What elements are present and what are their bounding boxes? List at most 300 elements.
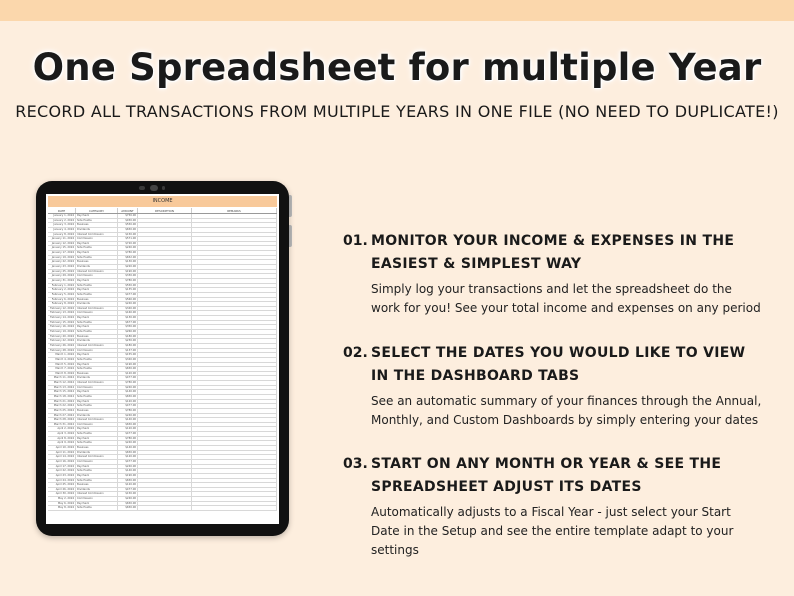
cell-category[interactable]: Business	[76, 372, 118, 376]
cell-category[interactable]: Paycheck	[76, 214, 118, 218]
cell-description[interactable]	[138, 214, 192, 218]
cell-date[interactable]: March 25, 2024	[48, 409, 76, 413]
cell-description[interactable]	[138, 242, 192, 246]
cell-category[interactable]: Dividends	[76, 339, 118, 343]
cell-amount[interactable]: $650.00	[118, 228, 138, 232]
cell-category[interactable]: Interest Commission	[76, 492, 118, 496]
cell-description[interactable]	[138, 223, 192, 227]
cell-remarks[interactable]	[192, 288, 277, 292]
cell-amount[interactable]: $477.00	[118, 460, 138, 464]
cell-amount[interactable]: $350.00	[118, 325, 138, 329]
cell-remarks[interactable]	[192, 353, 277, 357]
cell-category[interactable]: Paycheck	[76, 242, 118, 246]
cell-category[interactable]: Dividends	[76, 302, 118, 306]
cell-category[interactable]: Dividends	[76, 376, 118, 380]
cell-category[interactable]: Side Hustle	[76, 284, 118, 288]
column-header-remarks[interactable]: REMARKS	[192, 208, 277, 213]
cell-amount[interactable]: $120.00	[118, 483, 138, 487]
cell-amount[interactable]: $180.00	[118, 335, 138, 339]
cell-category[interactable]: Side Hustle	[76, 404, 118, 408]
cell-remarks[interactable]	[192, 451, 277, 455]
cell-date[interactable]: March 11, 2024	[48, 376, 76, 380]
cell-date[interactable]: February 20, 2024	[48, 335, 76, 339]
cell-amount[interactable]: $180.00	[118, 344, 138, 348]
cell-remarks[interactable]	[192, 390, 277, 394]
cell-amount[interactable]: $130.00	[118, 316, 138, 320]
cell-amount[interactable]: $140.00	[118, 418, 138, 422]
cell-amount[interactable]: $135.00	[118, 288, 138, 292]
cell-category[interactable]: Dividends	[76, 265, 118, 269]
cell-remarks[interactable]	[192, 265, 277, 269]
cell-date[interactable]: April 17, 2024	[48, 465, 76, 469]
cell-category[interactable]: Interest Commission	[76, 381, 118, 385]
cell-date[interactable]: January 12, 2024	[48, 242, 76, 246]
cell-date[interactable]: March 31, 2024	[48, 423, 76, 427]
cell-remarks[interactable]	[192, 423, 277, 427]
cell-amount[interactable]: $720.00	[118, 242, 138, 246]
cell-description[interactable]	[138, 270, 192, 274]
cell-description[interactable]	[138, 219, 192, 223]
cell-description[interactable]	[138, 279, 192, 283]
cell-remarks[interactable]	[192, 492, 277, 496]
cell-category[interactable]: Side Hustle	[76, 358, 118, 362]
cell-description[interactable]	[138, 288, 192, 292]
cell-description[interactable]	[138, 423, 192, 427]
cell-description[interactable]	[138, 302, 192, 306]
cell-date[interactable]: March 1, 2024	[48, 353, 76, 357]
cell-category[interactable]: Business	[76, 483, 118, 487]
cell-description[interactable]	[138, 376, 192, 380]
cell-remarks[interactable]	[192, 418, 277, 422]
cell-amount[interactable]: $550.00	[118, 284, 138, 288]
cell-category[interactable]: Commission	[76, 349, 118, 353]
cell-category[interactable]: Paycheck	[76, 363, 118, 367]
cell-amount[interactable]: $220.00	[118, 265, 138, 269]
cell-description[interactable]	[138, 339, 192, 343]
cell-description[interactable]	[138, 479, 192, 483]
cell-date[interactable]: February 16, 2024	[48, 325, 76, 329]
cell-date[interactable]: March 8, 2024	[48, 372, 76, 376]
cell-category[interactable]: Side Hustle	[76, 256, 118, 260]
cell-remarks[interactable]	[192, 404, 277, 408]
cell-description[interactable]	[138, 390, 192, 394]
cell-date[interactable]: February 2, 2024	[48, 288, 76, 292]
cell-amount[interactable]: $230.00	[118, 339, 138, 343]
cell-category[interactable]: Commission	[76, 311, 118, 315]
cell-amount[interactable]: $477.00	[118, 432, 138, 436]
cell-description[interactable]	[138, 284, 192, 288]
cell-category[interactable]: Commission	[76, 423, 118, 427]
cell-date[interactable]: February 5, 2024	[48, 293, 76, 297]
cell-date[interactable]: March 13, 2024	[48, 386, 76, 390]
cell-remarks[interactable]	[192, 497, 277, 501]
cell-amount[interactable]: $160.00	[118, 311, 138, 315]
cell-remarks[interactable]	[192, 372, 277, 376]
cell-date[interactable]: April 3, 2024	[48, 432, 76, 436]
cell-amount[interactable]: $137.00	[118, 349, 138, 353]
cell-category[interactable]: Business	[76, 446, 118, 450]
cell-description[interactable]	[138, 237, 192, 241]
cell-description[interactable]	[138, 437, 192, 441]
cell-date[interactable]: February 14, 2024	[48, 316, 76, 320]
cell-amount[interactable]: $650.00	[118, 423, 138, 427]
cell-category[interactable]: Interest Commission	[76, 418, 118, 422]
cell-remarks[interactable]	[192, 395, 277, 399]
cell-amount[interactable]: $140.00	[118, 446, 138, 450]
cell-date[interactable]: January 2, 2024	[48, 219, 76, 223]
cell-date[interactable]: May 6, 2024	[48, 502, 76, 506]
cell-description[interactable]	[138, 502, 192, 506]
cell-description[interactable]	[138, 321, 192, 325]
cell-description[interactable]	[138, 451, 192, 455]
cell-date[interactable]: February 13, 2024	[48, 311, 76, 315]
cell-category[interactable]: Interest Commission	[76, 233, 118, 237]
cell-remarks[interactable]	[192, 330, 277, 334]
cell-category[interactable]: Paycheck	[76, 474, 118, 478]
cell-remarks[interactable]	[192, 223, 277, 227]
cell-description[interactable]	[138, 251, 192, 255]
cell-category[interactable]: Commission	[76, 274, 118, 278]
cell-remarks[interactable]	[192, 474, 277, 478]
cell-category[interactable]: Paycheck	[76, 465, 118, 469]
cell-remarks[interactable]	[192, 427, 277, 431]
cell-date[interactable]: April 8, 2024	[48, 437, 76, 441]
cell-remarks[interactable]	[192, 214, 277, 218]
cell-amount[interactable]: $240.00	[118, 246, 138, 250]
cell-description[interactable]	[138, 363, 192, 367]
cell-remarks[interactable]	[192, 321, 277, 325]
cell-description[interactable]	[138, 372, 192, 376]
table-row[interactable]	[48, 506, 277, 511]
cell-remarks[interactable]	[192, 311, 277, 315]
cell-remarks[interactable]	[192, 400, 277, 404]
cell-category[interactable]: Commission	[76, 237, 118, 241]
cell-description[interactable]	[138, 325, 192, 329]
cell-remarks[interactable]	[192, 441, 277, 445]
cell-description[interactable]	[138, 446, 192, 450]
cell-date[interactable]: April 14, 2024	[48, 455, 76, 459]
cell-date[interactable]: April 30, 2024	[48, 492, 76, 496]
cell-description[interactable]	[138, 488, 192, 492]
cell-remarks[interactable]	[192, 349, 277, 353]
cell-description[interactable]	[138, 335, 192, 339]
cell-date[interactable]: March 28, 2024	[48, 418, 76, 422]
cell-amount[interactable]: $240.00	[118, 465, 138, 469]
cell-remarks[interactable]	[192, 414, 277, 418]
cell-date[interactable]: March 5, 2024	[48, 363, 76, 367]
cell-description[interactable]	[138, 460, 192, 464]
cell-amount[interactable]: $155.00	[118, 353, 138, 357]
cell-remarks[interactable]	[192, 228, 277, 232]
cell-remarks[interactable]	[192, 469, 277, 473]
cell-amount[interactable]: $677.00	[118, 321, 138, 325]
cell-description[interactable]	[138, 233, 192, 237]
cell-description[interactable]	[138, 386, 192, 390]
cell-category[interactable]: Side Hustle	[76, 219, 118, 223]
cell-category[interactable]: Side Hustle	[76, 395, 118, 399]
cell-remarks[interactable]	[192, 325, 277, 329]
cell-amount[interactable]: $190.00	[118, 270, 138, 274]
cell-date[interactable]: January 4, 2024	[48, 228, 76, 232]
cell-remarks[interactable]	[192, 274, 277, 278]
cell-category[interactable]: Interest Commission	[76, 270, 118, 274]
cell-amount[interactable]: $240.00	[118, 414, 138, 418]
cell-date[interactable]: January 8, 2024	[48, 233, 76, 237]
cell-date[interactable]: April 16, 2024	[48, 460, 76, 464]
cell-amount[interactable]: $477.00	[118, 404, 138, 408]
cell-category[interactable]: Paycheck	[76, 427, 118, 431]
cell-remarks[interactable]	[192, 363, 277, 367]
cell-category[interactable]: Business	[76, 223, 118, 227]
cell-description[interactable]	[138, 381, 192, 385]
cell-remarks[interactable]	[192, 386, 277, 390]
cell-remarks[interactable]	[192, 256, 277, 260]
cell-description[interactable]	[138, 353, 192, 357]
cell-category[interactable]: Side Hustle	[76, 330, 118, 334]
cell-remarks[interactable]	[192, 381, 277, 385]
cell-remarks[interactable]	[192, 455, 277, 459]
column-header-category[interactable]: CATEGORY	[76, 208, 118, 213]
cell-amount[interactable]: $477.00	[118, 293, 138, 297]
cell-category[interactable]: Interest Commission	[76, 455, 118, 459]
cell-category[interactable]: Side Hustle	[76, 293, 118, 297]
cell-date[interactable]: March 18, 2024	[48, 395, 76, 399]
cell-remarks[interactable]	[192, 279, 277, 283]
cell-amount[interactable]: $650.00	[118, 502, 138, 506]
cell-description[interactable]	[138, 469, 192, 473]
cell-date[interactable]: January 23, 2024	[48, 265, 76, 269]
cell-remarks[interactable]	[192, 437, 277, 441]
cell-description[interactable]	[138, 311, 192, 315]
cell-date[interactable]: March 12, 2024	[48, 381, 76, 385]
cell-date[interactable]: April 26, 2024	[48, 488, 76, 492]
cell-date[interactable]: March 4, 2024	[48, 358, 76, 362]
cell-description[interactable]	[138, 418, 192, 422]
cell-amount[interactable]: $652.00	[118, 256, 138, 260]
cell-description[interactable]	[138, 395, 192, 399]
cell-date[interactable]: February 12, 2024	[48, 307, 76, 311]
cell-date[interactable]: April 10, 2024	[48, 446, 76, 450]
cell-date[interactable]: March 7, 2024	[48, 367, 76, 371]
cell-date[interactable]: April 25, 2024	[48, 483, 76, 487]
cell-category[interactable]: Dividends	[76, 414, 118, 418]
cell-amount[interactable]: $240.00	[118, 497, 138, 501]
cell-amount[interactable]: $120.00	[118, 372, 138, 376]
cell-remarks[interactable]	[192, 409, 277, 413]
cell-remarks[interactable]	[192, 358, 277, 362]
cell-category[interactable]: Commission	[76, 497, 118, 501]
cell-date[interactable]: April 2, 2024	[48, 427, 76, 431]
cell-category[interactable]: Paycheck	[76, 353, 118, 357]
cell-date[interactable]: March 27, 2024	[48, 414, 76, 418]
cell-description[interactable]	[138, 344, 192, 348]
cell-category[interactable]: Interest Commission	[76, 344, 118, 348]
cell-description[interactable]	[138, 293, 192, 297]
cell-date[interactable]: February 22, 2024	[48, 339, 76, 343]
cell-category[interactable]: Paycheck	[76, 316, 118, 320]
cell-date[interactable]: January 29, 2024	[48, 274, 76, 278]
cell-date[interactable]: February 8, 2024	[48, 302, 76, 306]
cell-amount[interactable]: $780.00	[118, 381, 138, 385]
cell-description[interactable]	[138, 427, 192, 431]
cell-category[interactable]: Paycheck	[76, 502, 118, 506]
cell-date[interactable]: April 23, 2024	[48, 474, 76, 478]
cell-amount[interactable]: $140.00	[118, 390, 138, 394]
cell-description[interactable]	[138, 492, 192, 496]
cell-amount[interactable]: $450.00	[118, 219, 138, 223]
cell-description[interactable]	[138, 367, 192, 371]
cell-description[interactable]	[138, 441, 192, 445]
cell-date[interactable]: January 1, 2024	[48, 214, 76, 218]
cell-remarks[interactable]	[192, 506, 277, 510]
cell-category[interactable]: Interest Commission	[76, 307, 118, 311]
cell-amount[interactable]: $477.00	[118, 376, 138, 380]
cell-date[interactable]: February 26, 2024	[48, 344, 76, 348]
cell-remarks[interactable]	[192, 483, 277, 487]
cell-category[interactable]: Dividends	[76, 228, 118, 232]
cell-category[interactable]: Business	[76, 298, 118, 302]
cell-category[interactable]: Side Hustle	[76, 441, 118, 445]
cell-date[interactable]: January 15, 2024	[48, 246, 76, 250]
cell-description[interactable]	[138, 474, 192, 478]
cell-remarks[interactable]	[192, 237, 277, 241]
cell-category[interactable]: Dividends	[76, 488, 118, 492]
cell-date[interactable]: March 21, 2024	[48, 400, 76, 404]
cell-description[interactable]	[138, 455, 192, 459]
cell-description[interactable]	[138, 358, 192, 362]
cell-category[interactable]: Side Hustle	[76, 432, 118, 436]
cell-description[interactable]	[138, 228, 192, 232]
cell-date[interactable]: May 8, 2024	[48, 506, 76, 510]
cell-amount[interactable]: $150.00	[118, 233, 138, 237]
cell-description[interactable]	[138, 483, 192, 487]
cell-remarks[interactable]	[192, 307, 277, 311]
cell-date[interactable]: January 3, 2024	[48, 223, 76, 227]
cell-amount[interactable]: $120.00	[118, 400, 138, 404]
cell-remarks[interactable]	[192, 344, 277, 348]
cell-amount[interactable]: $780.00	[118, 437, 138, 441]
cell-amount[interactable]: $340.00	[118, 307, 138, 311]
column-header-date[interactable]: DATE	[48, 208, 76, 213]
cell-description[interactable]	[138, 298, 192, 302]
cell-amount[interactable]: $650.00	[118, 367, 138, 371]
cell-description[interactable]	[138, 330, 192, 334]
cell-category[interactable]: Business	[76, 409, 118, 413]
cell-category[interactable]: Paycheck	[76, 288, 118, 292]
cell-date[interactable]: January 25, 2024	[48, 270, 76, 274]
cell-amount[interactable]: $150.00	[118, 492, 138, 496]
cell-amount[interactable]: $190.00	[118, 363, 138, 367]
cell-description[interactable]	[138, 316, 192, 320]
cell-category[interactable]: Side Hustle	[76, 479, 118, 483]
cell-remarks[interactable]	[192, 339, 277, 343]
cell-description[interactable]	[138, 497, 192, 501]
cell-remarks[interactable]	[192, 479, 277, 483]
cell-date[interactable]: May 2, 2024	[48, 497, 76, 501]
cell-description[interactable]	[138, 414, 192, 418]
column-header-description[interactable]: DESCRIPTION	[138, 208, 192, 213]
cell-remarks[interactable]	[192, 432, 277, 436]
cell-description[interactable]	[138, 465, 192, 469]
cell-remarks[interactable]	[192, 219, 277, 223]
cell-remarks[interactable]	[192, 246, 277, 250]
cell-remarks[interactable]	[192, 376, 277, 380]
cell-amount[interactable]: $260.00	[118, 330, 138, 334]
cell-amount[interactable]: $571.00	[118, 237, 138, 241]
cell-category[interactable]: Commission	[76, 460, 118, 464]
cell-description[interactable]	[138, 274, 192, 278]
cell-remarks[interactable]	[192, 302, 277, 306]
cell-date[interactable]: April 9, 2024	[48, 441, 76, 445]
cell-category[interactable]: Dividends	[76, 451, 118, 455]
cell-amount[interactable]: $120.00	[118, 427, 138, 431]
cell-amount[interactable]: $780.00	[118, 251, 138, 255]
cell-remarks[interactable]	[192, 293, 277, 297]
cell-remarks[interactable]	[192, 446, 277, 450]
cell-category[interactable]: Paycheck	[76, 400, 118, 404]
cell-date[interactable]: January 19, 2024	[48, 256, 76, 260]
cell-description[interactable]	[138, 506, 192, 510]
cell-date[interactable]: February 19, 2024	[48, 330, 76, 334]
cell-remarks[interactable]	[192, 502, 277, 506]
cell-remarks[interactable]	[192, 233, 277, 237]
cell-category[interactable]: Side Hustle	[76, 246, 118, 250]
cell-category[interactable]: Paycheck	[76, 390, 118, 394]
cell-date[interactable]: February 15, 2024	[48, 321, 76, 325]
cell-remarks[interactable]	[192, 335, 277, 339]
cell-remarks[interactable]	[192, 465, 277, 469]
cell-remarks[interactable]	[192, 242, 277, 246]
cell-amount[interactable]: $190.00	[118, 474, 138, 478]
column-header-amount[interactable]: AMOUNT	[118, 208, 138, 213]
cell-remarks[interactable]	[192, 298, 277, 302]
cell-category[interactable]: Commission	[76, 386, 118, 390]
cell-date[interactable]: January 22, 2024	[48, 260, 76, 264]
cell-amount[interactable]: $340.00	[118, 358, 138, 362]
cell-remarks[interactable]	[192, 488, 277, 492]
cell-description[interactable]	[138, 307, 192, 311]
cell-remarks[interactable]	[192, 270, 277, 274]
cell-date[interactable]: January 11, 2024	[48, 237, 76, 241]
cell-date[interactable]: April 22, 2024	[48, 469, 76, 473]
cell-remarks[interactable]	[192, 316, 277, 320]
cell-category[interactable]: Side Hustle	[76, 321, 118, 325]
cell-date[interactable]: April 24, 2024	[48, 479, 76, 483]
cell-remarks[interactable]	[192, 260, 277, 264]
cell-amount[interactable]: $650.00	[118, 506, 138, 510]
cell-amount[interactable]: $650.00	[118, 479, 138, 483]
cell-remarks[interactable]	[192, 251, 277, 255]
cell-category[interactable]: Paycheck	[76, 279, 118, 283]
cell-amount[interactable]: $780.00	[118, 279, 138, 283]
cell-description[interactable]	[138, 246, 192, 250]
cell-description[interactable]	[138, 404, 192, 408]
cell-description[interactable]	[138, 256, 192, 260]
cell-description[interactable]	[138, 265, 192, 269]
cell-category[interactable]: Paycheck	[76, 325, 118, 329]
cell-category[interactable]: Side Hustle	[76, 506, 118, 510]
cell-date[interactable]: February 1, 2024	[48, 284, 76, 288]
cell-amount[interactable]: $650.00	[118, 451, 138, 455]
cell-date[interactable]: January 31, 2024	[48, 279, 76, 283]
cell-category[interactable]: Business	[76, 335, 118, 339]
cell-remarks[interactable]	[192, 367, 277, 371]
cell-description[interactable]	[138, 260, 192, 264]
cell-category[interactable]: Business	[76, 260, 118, 264]
cell-category[interactable]: Paycheck	[76, 251, 118, 255]
cell-amount[interactable]: $550.00	[118, 223, 138, 227]
cell-date[interactable]: March 15, 2024	[48, 390, 76, 394]
